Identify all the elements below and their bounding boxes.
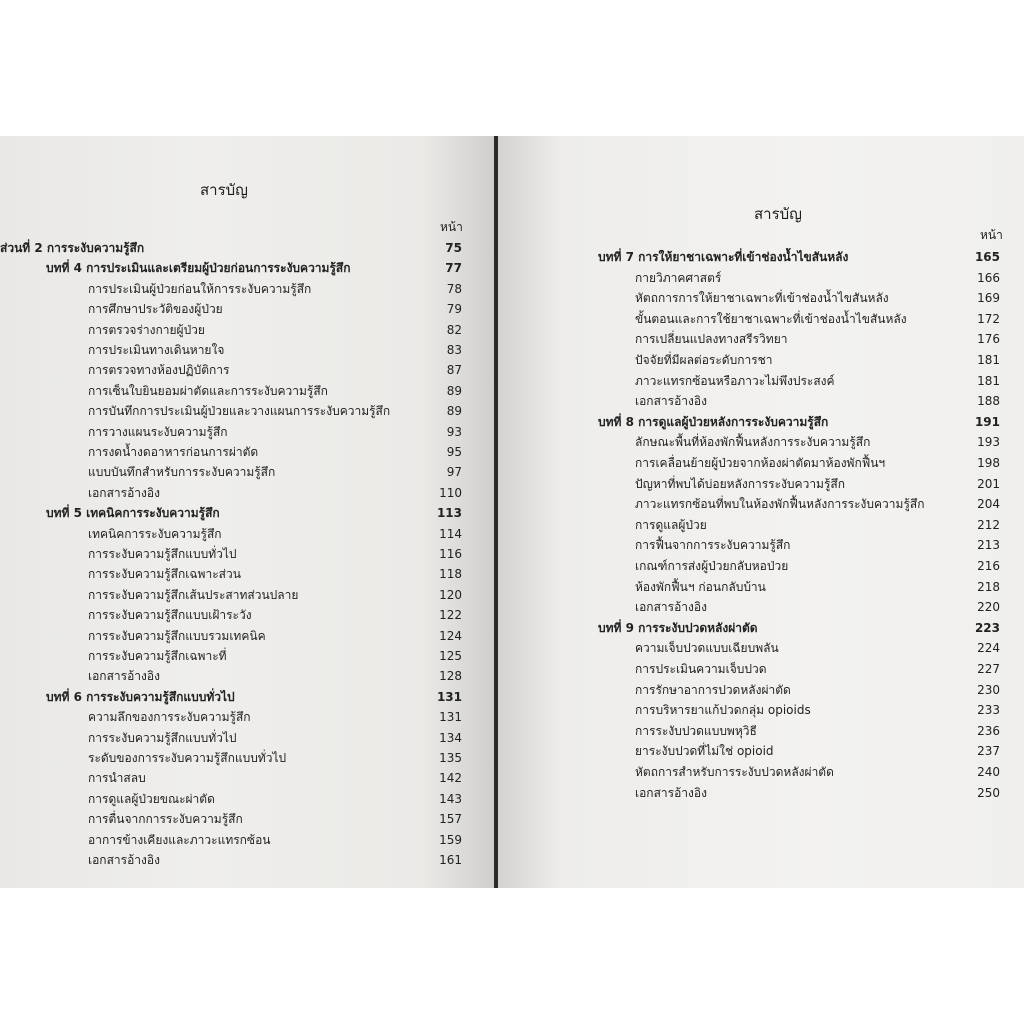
toc-page-number: 77: [445, 261, 462, 276]
toc-entry-row: [88, 545, 462, 563]
toc-entry-row: [635, 269, 1000, 287]
toc-entry-title: บทที่ 9 การระงับปวดหลังผ่าตัด: [598, 620, 758, 635]
toc-entry-title: ปัญหาที่พบได้บ่อยหลังการระงับความรู้สึก: [635, 476, 845, 491]
toc-entry-title: การประเมินผู้ป่วยก่อนให้การระงับความรู้สึก: [88, 281, 312, 296]
toc-page-number: 89: [446, 404, 462, 419]
toc-page-number: 166: [977, 270, 1000, 285]
toc-entry-title: การระงับความรู้สึกเส้นประสาทส่วนปลาย: [88, 587, 299, 602]
toc-entry-title: ขั้นตอนและการใช้ยาชาเฉพาะที่เข้าช่องน้ำไขสันหลัง: [635, 311, 907, 326]
toc-entry-row: [88, 647, 462, 665]
toc-entry-row: [88, 361, 462, 379]
toc-entry-row: [88, 831, 462, 849]
toc-entry-title: การนำสลบ: [88, 771, 146, 786]
toc-entry-title: การเปลี่ยนแปลงทางสรีรวิทยา: [635, 332, 788, 347]
toc-page-number: 237: [977, 744, 1000, 759]
toc-page-number: 181: [977, 353, 1000, 367]
toc-entry-title: การระงับความรู้สึกเฉพาะที่: [88, 649, 227, 663]
toc-page-number: 201: [977, 476, 1000, 491]
right-page: [498, 136, 1024, 888]
toc-page-number: 89: [446, 383, 462, 398]
toc-page-number: 240: [977, 765, 1000, 779]
toc-entry-title: การระงับความรู้สึกแบบทั่วไป: [88, 730, 237, 745]
toc-entry-title: ภาวะแทรกซ้อนที่พบในห้องพักฟื้นหลังการระงับความรู้สึก: [635, 497, 925, 512]
toc-entry-title: การวางแผนระงับความรู้สึก: [88, 424, 228, 439]
toc-entry-row: [635, 557, 1000, 575]
toc-entry-row: [88, 790, 462, 808]
toc-page-number: 188: [977, 394, 1000, 409]
toc-page-number: 87: [446, 363, 462, 378]
toc-entry-title: ส่วนที่ 2 การระงับความรู้สึก: [0, 241, 145, 255]
toc-page-number: 110: [439, 485, 462, 500]
right-page-column-label: หน้า: [980, 228, 1003, 242]
toc-chapter-row: [598, 619, 1000, 637]
toc-entry-row: [88, 423, 462, 441]
toc-entry-title: บทที่ 7 การให้ยาชาเฉพาะที่เข้าช่องน้ำไขสันหลัง: [598, 250, 849, 264]
toc-entry-title: การประเมินความเจ็บปวด: [635, 662, 767, 676]
toc-entry-title: ห้องพักฟื้นฯ ก่อนกลับบ้าน: [635, 579, 766, 594]
toc-entry-title: การรักษาอาการปวดหลังผ่าตัด: [635, 682, 791, 697]
toc-entry-row: [635, 784, 1000, 802]
toc-entry-title: การงดน้ำงดอาหารก่อนการผ่าตัด: [88, 445, 259, 459]
toc-entry-row: [635, 722, 1000, 740]
right-page-heading: สารบัญ: [754, 205, 802, 223]
toc-chapter-row: [598, 248, 1000, 266]
toc-entry-row: [635, 742, 1000, 760]
toc-entry-row: [635, 351, 1000, 369]
toc-page-number: 78: [446, 281, 462, 296]
toc-entry-title: หัตถการการให้ยาชาเฉพาะที่เข้าช่องน้ำไขสันหลัง: [635, 291, 889, 306]
toc-page-number: 124: [439, 628, 462, 643]
toc-page-number: 236: [977, 723, 1000, 738]
toc-entry-title: การระงับความรู้สึกเฉพาะส่วน: [88, 567, 241, 582]
toc-page-number: 161: [439, 853, 462, 867]
toc-chapter-row: [598, 413, 1000, 431]
toc-entry-title: เอกสารอ้างอิง: [635, 785, 707, 800]
toc-page-number: 218: [977, 579, 1000, 594]
toc-entry-row: [88, 280, 462, 298]
left-page-heading: สารบัญ: [200, 181, 248, 199]
toc-entry-row: [635, 578, 1000, 596]
toc-page-number: 83: [446, 343, 462, 357]
toc-page-number: 75: [445, 241, 462, 255]
toc-entry-title: เอกสารอ้างอิง: [635, 394, 707, 409]
toc-entry-title: การระงับความรู้สึกแบบทั่วไป: [88, 547, 237, 561]
toc-entry-title: อาการข้างเคียงและภาวะแทรกซ้อน: [88, 832, 271, 847]
toc-entry-title: การดูแลผู้ป่วยขณะผ่าตัด: [88, 791, 215, 806]
toc-entry-row: [88, 749, 462, 767]
toc-page-number: 122: [439, 608, 462, 623]
toc-page-number: 131: [439, 710, 462, 725]
toc-entry-title: กายวิภาคศาสตร์: [635, 270, 722, 285]
toc-page-number: 128: [439, 669, 462, 684]
toc-entry-row: [635, 310, 1000, 328]
toc-entry-row: [88, 851, 462, 869]
toc-entry-title: การตื่นจากการระงับความรู้สึก: [88, 812, 243, 827]
toc-entry-title: เทคนิคการระงับความรู้สึก: [88, 526, 222, 541]
toc-entry-row: [88, 463, 462, 481]
toc-page-number: 125: [439, 649, 462, 663]
toc-entry-title: บทที่ 6 การระงับความรู้สึกแบบทั่วไป: [46, 689, 235, 704]
toc-entry-title: เกณฑ์การส่งผู้ป่วยกลับหอป่วย: [635, 559, 789, 573]
toc-entry-row: [635, 372, 1000, 390]
toc-page-number: 193: [977, 435, 1000, 450]
toc-page-number: 213: [977, 538, 1000, 553]
toc-page-number: 135: [439, 751, 462, 765]
toc-entry-row: [635, 660, 1000, 678]
toc-entry-title: บทที่ 4 การประเมินและเตรียมผู้ป่วยก่อนการระงับความรู้สึก: [46, 261, 351, 276]
toc-page-number: 120: [439, 587, 462, 602]
toc-page-number: 181: [977, 373, 1000, 388]
toc-entry-title: ภาวะแทรกซ้อนหรือภาวะไม่พึงประสงค์: [635, 373, 835, 388]
toc-entry-row: [635, 681, 1000, 699]
toc-entry-row: [88, 586, 462, 604]
toc-entry-row: [88, 606, 462, 624]
toc-entry-title: ปัจจัยที่มีผลต่อระดับการชา: [635, 353, 773, 367]
toc-entry-row: [88, 300, 462, 318]
toc-entry-row: [88, 525, 462, 543]
toc-page-number: 159: [439, 832, 462, 847]
toc-entry-row: [635, 536, 1000, 554]
toc-page-number: 93: [446, 424, 462, 439]
toc-page-number: 191: [974, 414, 1000, 429]
toc-entry-title: การบริหารยาแก้ปวดกลุ่ม opioids: [635, 703, 811, 718]
toc-page-number: 224: [977, 641, 1000, 656]
toc-entry-title: การเซ็นใบยินยอมผ่าตัดและการระงับความรู้สึก: [88, 383, 328, 398]
toc-entry-row: [88, 708, 462, 726]
toc-entry-row: [635, 516, 1000, 534]
toc-entry-row: [88, 402, 462, 420]
toc-entry-title: การประเมินทางเดินหายใจ: [88, 343, 225, 357]
toc-entry-title: การศึกษาประวัติของผู้ป่วย: [88, 302, 223, 317]
toc-page-number: 220: [977, 600, 1000, 615]
toc-entry-row: [635, 475, 1000, 493]
toc-page-number: 216: [977, 559, 1000, 573]
toc-entry-row: [635, 701, 1000, 719]
left-page-column-label: หน้า: [440, 220, 463, 234]
toc-entry-title: เอกสารอ้างอิง: [88, 669, 160, 684]
toc-page-number: 172: [977, 311, 1000, 326]
toc-page-number: 230: [977, 682, 1000, 697]
toc-entry-row: [635, 454, 1000, 472]
toc-entry-row: [88, 341, 462, 359]
toc-entry-title: ความเจ็บปวดแบบเฉียบพลัน: [635, 641, 779, 656]
toc-entry-title: การเคลื่อนย้ายผู้ป่วยจากห้องผ่าตัดมาห้องพักฟื้นฯ: [635, 456, 886, 470]
toc-entry-row: [88, 729, 462, 747]
toc-page-number: 204: [977, 497, 1000, 512]
toc-page-number: 82: [446, 322, 462, 337]
toc-page-number: 118: [439, 567, 462, 582]
toc-entry-row: [88, 382, 462, 400]
toc-page-number: 116: [439, 547, 462, 561]
toc-entry-title: การบันทึกการประเมินผู้ป่วยและวางแผนการระงับความรู้สึก: [88, 404, 391, 419]
toc-entry-row: [88, 443, 462, 461]
toc-entry-title: ความลึกของการระงับความรู้สึก: [88, 710, 251, 725]
toc-entry-row: [88, 321, 462, 339]
toc-entry-title: การดูแลผู้ป่วย: [635, 517, 707, 532]
toc-entry-title: บทที่ 8 การดูแลผู้ป่วยหลังการระงับความรู้สึก: [598, 414, 829, 429]
toc-page-number: 114: [439, 526, 462, 541]
toc-page-number: 233: [977, 703, 1000, 718]
toc-entry-title: การระงับความรู้สึกแบบเฝ้าระวัง: [88, 608, 252, 623]
toc-entry-row: [88, 667, 462, 685]
toc-entry-title: ยาระงับปวดที่ไม่ใช่ opioid: [635, 744, 774, 759]
toc-page-number: 198: [977, 456, 1000, 470]
toc-entry-row: [635, 330, 1000, 348]
toc-page-number: 142: [439, 771, 462, 786]
toc-entry-title: การตรวจร่างกายผู้ป่วย: [88, 322, 205, 337]
toc-entry-title: เอกสารอ้างอิง: [635, 600, 707, 615]
toc-entry-row: [88, 484, 462, 502]
toc-entry-row: [635, 639, 1000, 657]
toc-entry-row: [88, 769, 462, 787]
toc-chapter-row: [46, 259, 462, 277]
toc-entry-title: การตรวจทางห้องปฏิบัติการ: [88, 363, 230, 378]
toc-entry-title: ลักษณะพื้นที่ห้องพักฟื้นหลังการระงับความรู้สึก: [635, 435, 871, 450]
toc-page-number: 169: [977, 291, 1000, 306]
toc-entry-title: ระดับของการระงับความรู้สึกแบบทั่วไป: [88, 751, 287, 765]
toc-entry-title: บทที่ 5 เทคนิคการระงับความรู้สึก: [46, 506, 220, 521]
toc-page-number: 165: [974, 250, 1000, 264]
toc-chapter-row: [46, 688, 462, 706]
toc-entry-row: [635, 392, 1000, 410]
toc-entry-row: [635, 495, 1000, 513]
toc-page-number: 131: [436, 689, 462, 704]
toc-page-number: 176: [977, 332, 1000, 347]
toc-entry-title: เอกสารอ้างอิง: [88, 485, 160, 500]
toc-entry-row: [635, 433, 1000, 451]
toc-page-number: 212: [977, 517, 1000, 532]
left-page: [0, 136, 496, 888]
toc-entry-title: เอกสารอ้างอิง: [88, 853, 160, 867]
toc-page-number: 95: [446, 445, 462, 459]
toc-page-number: 157: [439, 812, 462, 827]
toc-entry-title: การระงับปวดแบบพหุวิธี: [635, 723, 757, 738]
toc-entry-row: [635, 289, 1000, 307]
toc-entry-title: แบบบันทึกสำหรับการระงับความรู้สึก: [88, 465, 276, 480]
toc-chapter-row: [0, 239, 462, 257]
toc-page-number: 79: [446, 302, 462, 317]
toc-page-number: 97: [446, 465, 462, 480]
toc-page-number: 250: [977, 785, 1000, 800]
toc-entry-row: [635, 598, 1000, 616]
toc-entry-row: [88, 627, 462, 645]
toc-page-number: 143: [439, 791, 462, 806]
toc-page-number: 134: [439, 730, 462, 745]
toc-page-number: 113: [436, 506, 462, 521]
toc-entry-title: การระงับความรู้สึกแบบรวมเทคนิค: [88, 628, 266, 643]
toc-entry-title: การฟื้นจากการระงับความรู้สึก: [635, 538, 791, 553]
toc-entry-row: [635, 763, 1000, 781]
toc-entry-row: [88, 565, 462, 583]
toc-entry-row: [88, 810, 462, 828]
toc-entry-title: หัตถการสำหรับการระงับปวดหลังผ่าตัด: [635, 765, 834, 779]
toc-chapter-row: [46, 504, 462, 522]
toc-page-number: 223: [974, 620, 1000, 635]
toc-page-number: 227: [977, 662, 1000, 676]
